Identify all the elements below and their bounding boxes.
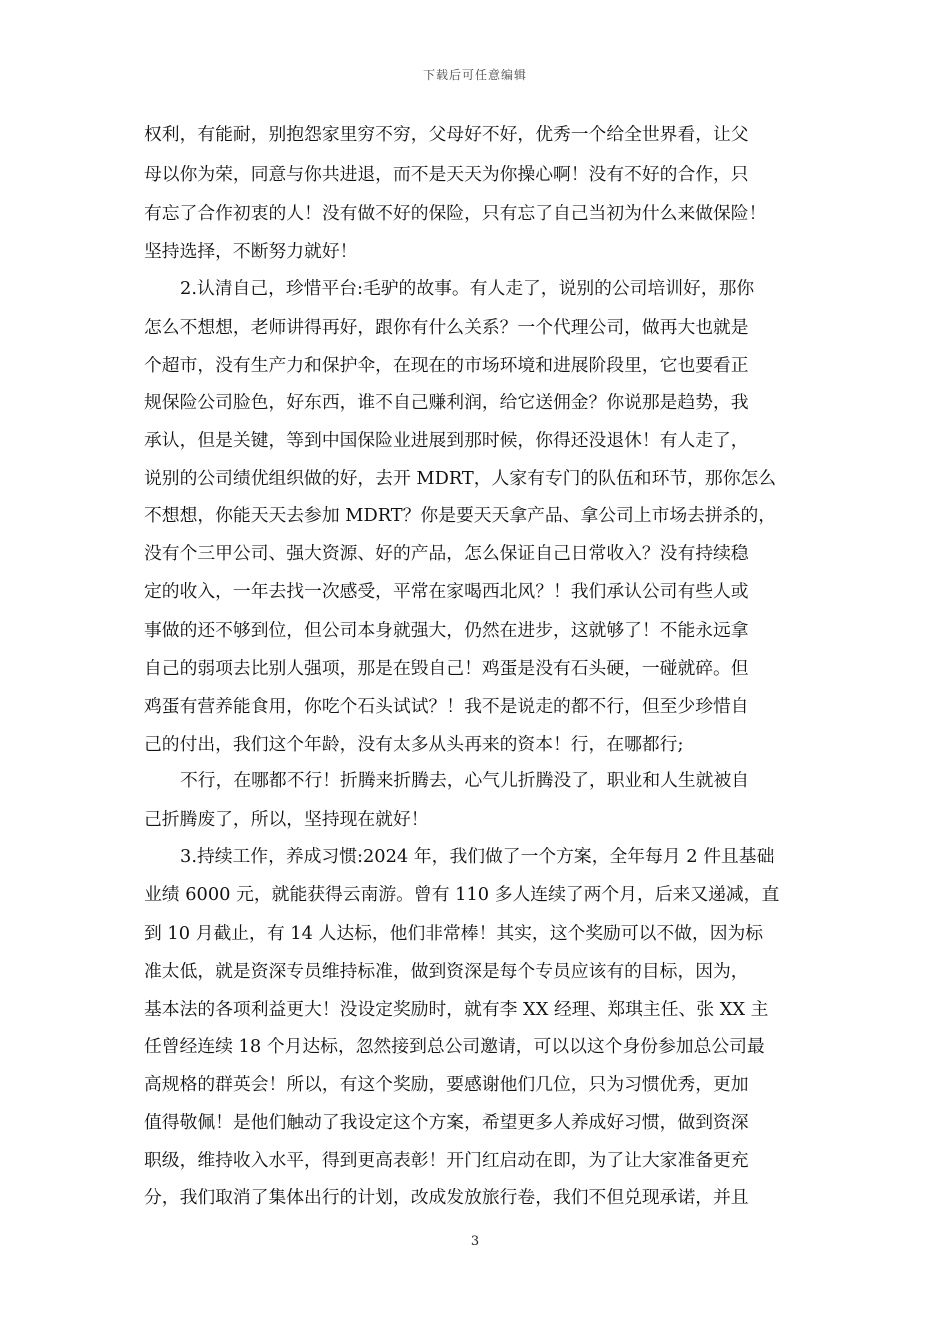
body-line: 坚持选择，不断努力就好！ — [144, 241, 358, 262]
body-line: 自己的弱项去比别人强项，那是在毁自己！鸡蛋是没有石头硬，一碰就碎。但 — [144, 658, 749, 679]
body-line: 高规格的群英会！所以，有这个奖励，要感谢他们几位，只为习惯优秀，更加 — [144, 1074, 749, 1095]
body-line: 2.认清自己，珍惜平台:毛驴的故事。有人走了，说别的公司培训好，那你 — [180, 278, 755, 299]
body-line: 己的付出，我们这个年龄，没有太多从头再来的资本！行，在哪都行; — [144, 734, 684, 755]
body-line: 怎么不想想，老师讲得再好，跟你有什么关系？一个代理公司，做再大也就是 — [144, 317, 749, 338]
page-header: 下载后可任意编辑 — [422, 68, 527, 82]
body-line: 母以你为荣，同意与你共进退，而不是天天为你操心啊！没有不好的合作，只 — [144, 164, 749, 185]
body-line: 准太低，就是资深专员维持标准，做到资深是每个专员应该有的目标，因为， — [144, 961, 749, 982]
body-line: 定的收入，一年去找一次感受，平常在家喝西北风？！我们承认公司有些人或 — [144, 581, 749, 602]
body-line: 说别的公司绩优组织做的好，去开 MDRT，人家有专门的队伍和环节，那你怎么 — [144, 468, 777, 489]
body-line: 己折腾废了，所以，坚持现在就好！ — [144, 809, 429, 830]
body-line: 规保险公司脸色，好东西，谁不自己赚利润，给它送佣金？你说那是趋势，我 — [144, 392, 749, 413]
body-line: 有忘了合作初衷的人！没有做不好的保险，只有忘了自己当初为什么来做保险！ — [144, 203, 767, 224]
body-line: 不想想，你能天天去参加 MDRT？你是要天天拿产品、拿公司上市场去拼杀的， — [144, 505, 777, 526]
body-line: 不行，在哪都不行！折腾来折腾去，心气儿折腾没了，职业和人生就被自 — [180, 770, 750, 791]
body-line: 权利，有能耐，别抱怨家里穷不穷，父母好不好，优秀一个给全世界看，让父 — [144, 124, 749, 145]
body-line: 事做的还不够到位，但公司本身就强大，仍然在进步，这就够了！不能永远拿 — [144, 620, 749, 641]
body-line: 3.持续工作，养成习惯:2024 年，我们做了一个方案，全年每月 2 件且基础 — [180, 846, 775, 867]
body-line: 没有个三甲公司、强大资源、好的产品，怎么保证自己日常收入？没有持续稳 — [144, 543, 749, 564]
body-line: 基本法的各项利益更大！没设定奖励时，就有李 XX 经理、郑琪主任、张 XX 主 — [144, 999, 769, 1020]
page-number: 3 — [470, 1234, 480, 1249]
body-line: 承认，但是关键，等到中国保险业进展到那时候，你得还没退休！有人走了， — [144, 430, 749, 451]
body-line: 职级，维持收入水平，得到更高表彰！开门红启动在即，为了让大家准备更充 — [144, 1150, 749, 1171]
body-line: 到 10 月截止，有 14 人达标，他们非常棒！其实，这个奖励可以不做，因为标 — [144, 923, 764, 944]
body-line: 分，我们取消了集体出行的计划，改成发放旅行卷，我们不但兑现承诺，并且 — [144, 1187, 749, 1208]
body-line: 任曾经连续 18 个月达标，忽然接到总公司邀请，可以以这个身份参加总公司最 — [144, 1036, 765, 1057]
body-line: 值得敬佩！是他们触动了我设定这个方案，希望更多人养成好习惯，做到资深 — [144, 1112, 749, 1133]
body-line: 个超市，没有生产力和保护伞，在现在的市场环境和进展阶段里，它也要看正 — [144, 355, 749, 376]
body-line: 业绩 6000 元，就能获得云南游。曾有 110 多人连续了两个月，后来又递减，直 — [144, 884, 780, 905]
body-line: 鸡蛋有营养能食用，你吃个石头试试？！我不是说走的都不行，但至少珍惜自 — [144, 696, 749, 717]
